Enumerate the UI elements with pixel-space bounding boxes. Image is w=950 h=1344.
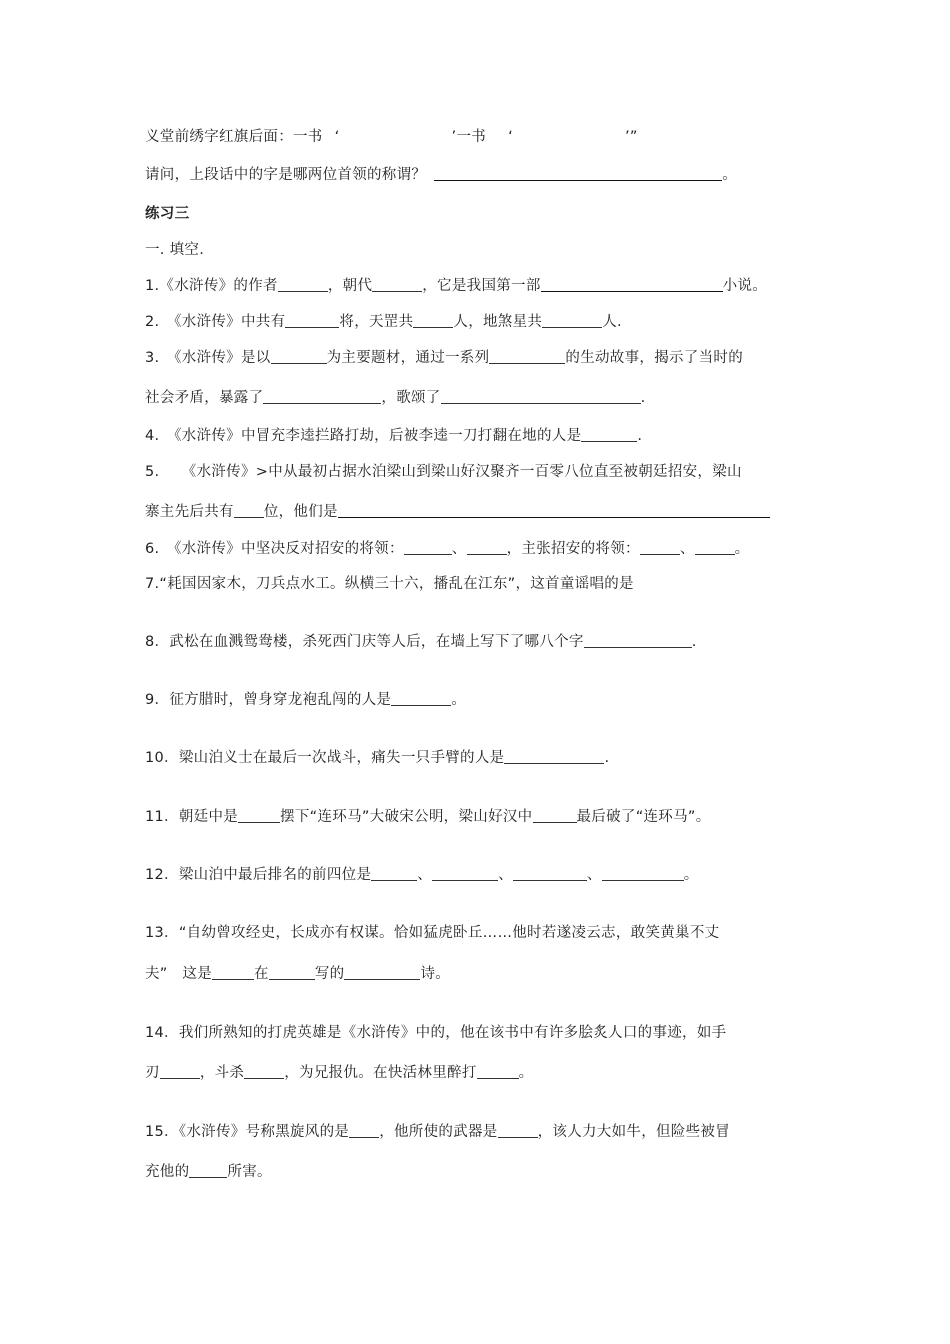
q14-blank-1[interactable] bbox=[160, 1064, 200, 1079]
q6-blank-3[interactable] bbox=[640, 540, 680, 555]
intro-end: 。 bbox=[722, 167, 738, 183]
q5-blank-1[interactable] bbox=[234, 503, 264, 518]
q3-blank-2[interactable] bbox=[489, 349, 565, 364]
question-14-line-2 bbox=[145, 1061, 533, 1082]
q2-blank-2[interactable] bbox=[413, 313, 453, 328]
q13-blank-2[interactable] bbox=[269, 965, 315, 980]
question-15-line-2 bbox=[145, 1160, 272, 1181]
subsection-title: 一. 填空. bbox=[145, 242, 205, 258]
question-6 bbox=[145, 537, 749, 558]
q6-blank-1[interactable] bbox=[404, 540, 452, 555]
q15-blank-2[interactable] bbox=[498, 1123, 538, 1138]
q12-blank-4[interactable] bbox=[602, 866, 684, 881]
quote-end: ’” bbox=[624, 129, 638, 145]
q3-text-f: . bbox=[640, 390, 646, 406]
q5-text-a: 5. 《水浒传》>中从最初占据水泊梁山到梁山好汉聚齐一百零八位直至被朝廷招安，梁山 bbox=[145, 464, 742, 480]
quote-open-2: ‘ bbox=[508, 129, 513, 145]
q3-text-e: ，歌颂了 bbox=[381, 390, 441, 406]
q12-text-e: 。 bbox=[683, 867, 699, 883]
q15-blank-1[interactable] bbox=[349, 1123, 379, 1138]
q3-blank-3[interactable] bbox=[263, 389, 381, 404]
q11-blank-1[interactable] bbox=[238, 808, 280, 823]
q3-blank-4[interactable] bbox=[441, 389, 641, 404]
q5-blank-2[interactable] bbox=[338, 503, 770, 518]
q5-text-b: 寨主先后共有 bbox=[145, 504, 234, 520]
q2-blank-3[interactable] bbox=[542, 313, 602, 328]
q10-text-a: 10．梁山泊义士在最后一次战斗，痛失一只手臂的人是 bbox=[145, 750, 505, 766]
q6-text-c: ，主张招安的将领： bbox=[506, 541, 640, 557]
q12-text-c: 、 bbox=[498, 867, 513, 883]
q15-blank-3[interactable] bbox=[189, 1163, 227, 1178]
q10-blank-1[interactable] bbox=[504, 749, 604, 764]
q1-blank-3[interactable] bbox=[541, 277, 723, 292]
q1-text-d: 小说。 bbox=[722, 278, 768, 294]
question-9 bbox=[145, 688, 466, 709]
q2-text-d: 人. bbox=[602, 314, 622, 330]
q1-blank-2[interactable] bbox=[372, 277, 422, 292]
q15-text-e: 所害。 bbox=[227, 1164, 272, 1180]
q8-text-a: 8．武松在血溅鸳鸯楼，杀死西门庆等人后，在墙上写下了哪八个字 bbox=[145, 634, 584, 650]
q14-text-e: 。 bbox=[518, 1065, 534, 1081]
q6-text-a: 6. 《水浒传》中坚决反对招安的将领： bbox=[145, 541, 404, 557]
q15-text-b: ，他所使的武器是 bbox=[379, 1124, 498, 1140]
q10-text-b: . bbox=[604, 750, 610, 766]
q4-text-b: . bbox=[637, 428, 643, 444]
q4-text-a: 4. 《水浒传》中冒充李逵拦路打劫，后被李逵一刀打翻在地的人是 bbox=[145, 428, 582, 444]
q12-blank-2[interactable] bbox=[432, 866, 498, 881]
q13-text-c: 在 bbox=[254, 966, 269, 982]
q6-blank-4[interactable] bbox=[695, 540, 735, 555]
q14-text-a: 14．我们所熟知的打虎英雄是《水浒传》中的，他在该书中有许多脍炙人口的事迹，如手 bbox=[145, 1025, 727, 1041]
q13-text-d: 写的 bbox=[314, 966, 345, 982]
question-5-line-2 bbox=[145, 500, 770, 521]
q3-text-b: 为主要题材，通过一系列 bbox=[326, 350, 490, 366]
q14-blank-2[interactable] bbox=[244, 1064, 284, 1079]
question-10 bbox=[145, 746, 609, 767]
q4-blank-1[interactable] bbox=[581, 427, 637, 442]
section-title: 练习三 bbox=[145, 206, 190, 222]
question-13-line-2 bbox=[145, 962, 450, 983]
intro-line-1 bbox=[145, 125, 638, 146]
intro-line-2 bbox=[145, 163, 737, 184]
question-1 bbox=[145, 274, 767, 295]
q2-text-c: 人，地煞星共 bbox=[453, 314, 543, 330]
question-8 bbox=[145, 630, 697, 651]
intro-text-b: 一书 bbox=[456, 129, 487, 145]
q14-text-d: ，为兄报仇。在快活林里醉打 bbox=[284, 1065, 477, 1081]
q6-text-b: 、 bbox=[451, 541, 467, 557]
q12-blank-3[interactable] bbox=[513, 866, 587, 881]
q3-text-a: 3. 《水浒传》是以 bbox=[145, 350, 271, 366]
q9-blank-1[interactable] bbox=[391, 691, 451, 706]
q11-text-a: 11．朝廷中是 bbox=[145, 809, 239, 825]
q5-text-c: 位，他们是 bbox=[263, 504, 338, 520]
q2-text-a: 2. 《水浒传》中共有 bbox=[145, 314, 286, 330]
q8-blank-1[interactable] bbox=[584, 633, 692, 648]
q12-text-a: 12．梁山泊中最后排名的前四位是 bbox=[145, 867, 372, 883]
question-12 bbox=[145, 863, 699, 884]
q8-text-b: . bbox=[691, 634, 697, 650]
intro-question: 请问，上段话中的字是哪两位首领的称谓？ bbox=[145, 167, 427, 183]
q13-text-b: 夫” 这是 bbox=[145, 966, 213, 982]
question-13-line-1 bbox=[145, 921, 719, 942]
q9-text-a: 9．征方腊时，曾身穿龙袍乱闯的人是 bbox=[145, 692, 392, 708]
q3-text-d: 社会矛盾，暴露了 bbox=[145, 390, 264, 406]
q12-text-d: 、 bbox=[586, 867, 602, 883]
q6-text-e: 。 bbox=[734, 541, 750, 557]
answer-blank[interactable] bbox=[434, 166, 722, 181]
q1-text-b: ，朝代 bbox=[327, 278, 373, 294]
q11-blank-2[interactable] bbox=[533, 808, 577, 823]
question-3-line-2 bbox=[145, 386, 646, 407]
q15-text-a: 15．《水浒传》号称黑旋风的是 bbox=[145, 1124, 350, 1140]
q9-text-b: 。 bbox=[451, 692, 467, 708]
quote-close: ’ bbox=[451, 129, 457, 145]
q7-text-a: 7.“耗国因家木，刀兵点水工。纵横三十六，播乱在江东”，这首童谣唱的是 bbox=[145, 576, 634, 592]
q14-text-b: 刃 bbox=[145, 1065, 160, 1081]
question-5-line-1 bbox=[145, 460, 742, 481]
q6-blank-2[interactable] bbox=[467, 540, 507, 555]
q13-blank-3[interactable] bbox=[344, 965, 420, 980]
q14-text-c: ，斗杀 bbox=[199, 1065, 245, 1081]
q13-blank-1[interactable] bbox=[212, 965, 254, 980]
question-4 bbox=[145, 424, 642, 445]
q6-text-d: 、 bbox=[679, 541, 695, 557]
q15-text-c: ，该人力大如牛，但险些被冒 bbox=[537, 1124, 731, 1140]
q1-blank-1[interactable] bbox=[278, 277, 328, 292]
q3-text-c: 的生动故事，揭示了当时的 bbox=[565, 350, 744, 366]
q2-text-b: 将，天罡共 bbox=[339, 314, 414, 330]
q13-text-a: 13．“自幼曾攻经史，长成亦有权谋。恰如猛虎卧丘……他时若遂凌云志，敢笑黄巢不丈 bbox=[145, 925, 720, 941]
question-3-line-1 bbox=[145, 346, 743, 367]
q3-blank-1[interactable] bbox=[271, 349, 327, 364]
q11-text-c: 最后破了“连环马”。 bbox=[576, 809, 711, 825]
q2-blank-1[interactable] bbox=[285, 313, 339, 328]
question-15-line-1 bbox=[145, 1120, 730, 1141]
question-14-line-1 bbox=[145, 1021, 726, 1042]
question-2 bbox=[145, 310, 622, 331]
q12-text-b: 、 bbox=[417, 867, 433, 883]
q14-blank-3[interactable] bbox=[477, 1064, 519, 1079]
quote-open: ‘ bbox=[334, 129, 340, 145]
question-7 bbox=[145, 572, 634, 593]
q1-text-a: 1.《水浒传》的作者 bbox=[145, 278, 278, 294]
question-11 bbox=[145, 805, 711, 826]
intro-text-a: 义堂前绣字红旗后面：一书 bbox=[145, 129, 323, 145]
q11-text-b: 摆下“连环马”大破宋公明，梁山好汉中 bbox=[280, 809, 533, 825]
q15-text-d: 充他的 bbox=[145, 1164, 190, 1180]
q1-text-c: ，它是我国第一部 bbox=[422, 278, 541, 294]
q12-blank-1[interactable] bbox=[371, 866, 417, 881]
q13-text-e: 诗。 bbox=[420, 966, 451, 982]
